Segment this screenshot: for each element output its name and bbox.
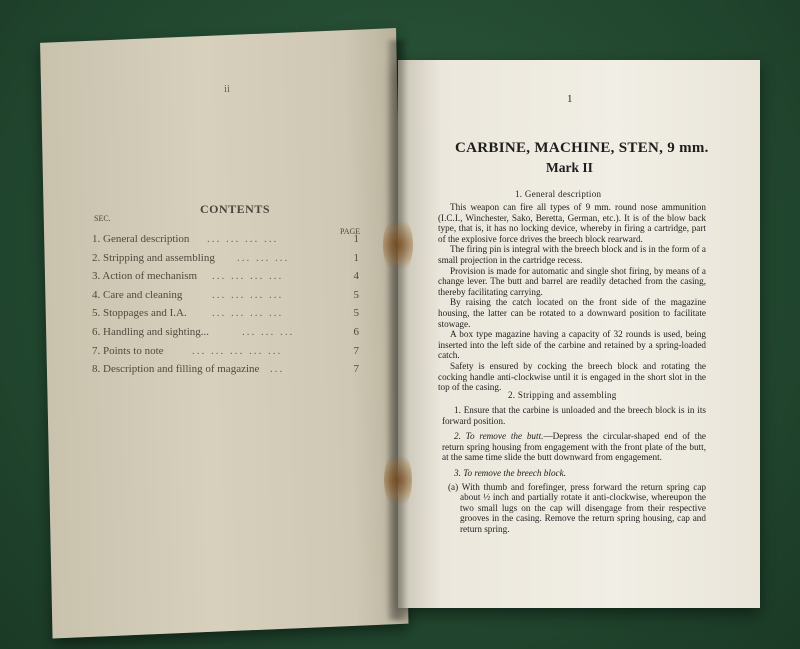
rust-stain-bottom [384, 450, 412, 510]
toc-entry-page: 7 [353, 344, 359, 357]
toc-entry-label: 5. Stoppages and I.A. [92, 307, 187, 320]
left-page-number: ii [224, 83, 231, 95]
paragraph: Provision is made for automatic and single shot firing, by means of a change lever. The butt and barrel are readily detached from the casing, thereby facilitating carrying. [438, 265, 706, 297]
paragraph: 1. Ensure that the carbine is unloaded and the breech block is in its forward position. [442, 405, 706, 426]
book-gutter [388, 40, 406, 620]
toc-entry [92, 270, 367, 289]
toc-entry-label: 7. Points to note [92, 344, 164, 357]
page-column-label: PAGE [340, 227, 361, 236]
toc-entry-label: 6. Handling and sighting... [92, 325, 210, 338]
toc-leader: ... [270, 363, 285, 376]
toc-entry-page: 5 [353, 307, 359, 320]
toc-entry [92, 307, 367, 326]
toc-entry-page: 5 [353, 288, 359, 301]
toc-entry-label: 8. Description and filling of magazine [92, 363, 260, 376]
toc-leader: ... ... ... ... [212, 288, 284, 301]
toc-entry [92, 345, 367, 364]
toc-leader: ... ... ... ... [212, 270, 284, 283]
toc-entry-page: 4 [353, 270, 359, 283]
section-2-body [442, 405, 706, 535]
toc-entry-label: 4. Care and cleaning [92, 288, 183, 301]
paragraph [442, 431, 706, 463]
paragraph-heading [442, 468, 706, 479]
toc-entry [92, 363, 367, 382]
sec-column-label: SEC. [94, 214, 111, 223]
section-1-body [438, 202, 706, 393]
toc-entry-page: 6 [353, 325, 359, 338]
contents-title: CONTENTS [200, 202, 271, 216]
paragraph: A box type magazine having a capacity of 32 rounds is used, being inserted into the left side of the carbine and retained by a spring-loaded catch. [438, 329, 706, 361]
toc-entry-page: 7 [353, 363, 359, 376]
right-page-number: 1 [567, 93, 573, 105]
section-2-heading: 2. Stripping and assembling [508, 390, 617, 400]
table-of-contents [92, 233, 367, 382]
rust-stain-top [383, 215, 413, 275]
toc-leader: ... ... ... ... ... [192, 344, 283, 357]
document-title: CARBINE, MACHINE, STEN, 9 mm. [455, 140, 709, 156]
paragraph: (a) With thumb and forefinger, press forward the return spring cap about ½ inch and partially rotate it anti-clockwise, whereupon the two small lugs on the cap will disengage from their respective grooves in the casing. Remove the return spring housing, cap and return spring. [448, 481, 706, 534]
section-1-heading: 1. General description [515, 189, 602, 199]
paragraph: By raising the catch located on the front side of the magazine housing, the latter can be rotated to a downward position to facilitate stowage. [438, 297, 706, 329]
paragraph: This weapon can fire all types of 9 mm. round nose ammunition (I.C.I., Winchester, Sako, Beretta, German, etc.). It is of the blow back type, that is, it has no locking device, whereby in firing a cartridge, part of the explosive force drives the breech block rearward. [438, 202, 706, 244]
toc-entry [92, 252, 367, 271]
document-subtitle: Mark II [546, 160, 593, 175]
toc-entry-label: 2. Stripping and assembling [92, 251, 215, 264]
paragraph: Safety is ensured by cocking the breech block and rotating the cocking handle anti-clockwise until it is engaged in the short slot in the top of the casing. [438, 360, 706, 393]
paragraph-heading: 2. To remove the butt. [454, 431, 544, 442]
toc-leader: ... ... ... ... [212, 307, 284, 320]
toc-leader: ... ... ... ... [207, 233, 279, 245]
toc-entry [92, 326, 367, 345]
toc-entry-page: 1 [353, 251, 359, 264]
toc-entry [92, 233, 367, 252]
toc-entry [92, 289, 367, 308]
toc-leader: ... ... ... [242, 325, 295, 338]
paragraph-heading-text: 3. To remove the breech block. [454, 467, 567, 478]
paragraph: The firing pin is integral with the breech block and is in the form of a small projection in the cartridge recess. [438, 244, 706, 265]
paragraph-text: —Depress the circular-shaped end of the return spring housing from engagement with the front plate of the butt, at the same time slide the butt downward from engagement. [442, 431, 706, 463]
toc-entry-page: 1 [353, 233, 359, 245]
toc-entry-label: 3. Action of mechanism [92, 270, 198, 283]
toc-entry-label: 1. General description [92, 233, 190, 245]
toc-leader: ... ... ... [237, 251, 290, 264]
